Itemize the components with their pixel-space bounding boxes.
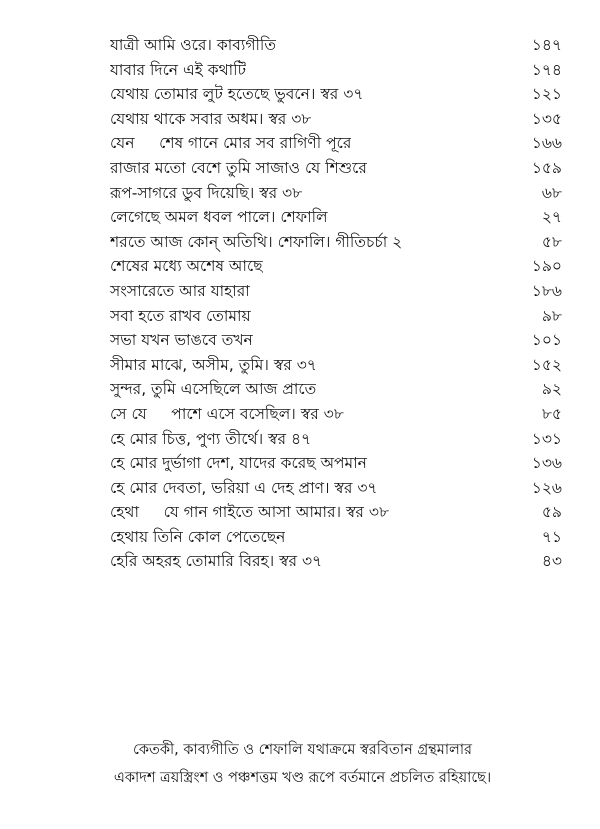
index-entry <box>110 500 562 525</box>
entry-page-number: ৮৫ <box>541 404 562 423</box>
entry-page-number: ১৩৫ <box>531 109 562 128</box>
entry-page-number: ৫৮ <box>541 232 562 251</box>
entry-title: লেগেছে অমল ধবল পালে। শেফালি <box>110 208 328 227</box>
entry-title: হে মোর চিত্ত, পুণ্য তীর্থে। স্বর ৪৭ <box>110 429 312 448</box>
entry-page-number: ১৫২ <box>531 355 562 374</box>
index-entry <box>110 131 562 156</box>
index-entry <box>110 205 562 230</box>
entry-title: শরতে আজ কোন্ অতিথি। শেফালি। গীতিচর্চা ২ <box>110 232 403 251</box>
entry-title: শেষের মধ্যে অশেষ আছে <box>110 257 263 276</box>
entry-page-number: ১৬৬ <box>531 134 562 153</box>
index-list <box>110 33 562 574</box>
entry-title: যেথায় থাকে সবার অধম। স্বর ৩৮ <box>110 109 312 128</box>
entry-page-number: ৪৩ <box>541 552 562 571</box>
index-entry <box>110 304 562 329</box>
entry-page-number: ৫৯ <box>541 503 562 522</box>
entry-title: রাজার মতো বেশে তুমি সাজাও যে শিশুরে <box>110 158 367 177</box>
index-entry <box>110 549 562 574</box>
footnote <box>30 736 575 792</box>
entry-page-number: ১৪৭ <box>531 36 562 54</box>
index-entry <box>110 476 562 501</box>
index-entry <box>110 279 562 304</box>
entry-title: সবা হতে রাখব তোমায় <box>110 306 251 325</box>
footnote-line-2: একাদশ ত্রয়স্ত্রিংশ ও পঞ্চশত্তম খণ্ড রূপে বর্তমানে প্রচলিত রহিয়াছে। <box>113 770 492 786</box>
index-entry <box>110 181 562 206</box>
entry-title: সভা যখন ভাঙবে তখন <box>110 331 253 350</box>
entry-page-number: ১৭৪ <box>531 60 562 79</box>
entry-title: যেন শেষ গানে মোর সব রাগিণী পূরে <box>110 134 352 153</box>
entry-page-number: ১৮৬ <box>531 281 562 300</box>
entry-page-number: ৭১ <box>541 527 562 546</box>
entry-page-number: ১৩১ <box>531 429 562 448</box>
index-entry <box>110 82 562 107</box>
index-entry <box>110 377 562 402</box>
entry-title: হেরি অহরহ তোমারি বিরহ। স্বর ৩৭ <box>110 552 323 571</box>
entry-page-number: ৬৮ <box>541 183 562 202</box>
footnote-line-1: কেতকী, কাব্যগীতি ও শেফালি যথাক্রমে স্বরবিতান গ্রন্থমালার <box>132 742 473 758</box>
entry-page-number: ১২৬ <box>531 478 562 497</box>
entry-title: যাত্রী আমি ওরে। কাব্যগীতি <box>110 36 276 54</box>
entry-page-number: ১৫৯ <box>531 158 562 177</box>
entry-page-number: ৯২ <box>541 380 562 399</box>
entry-title: যেথায় তোমার লুট হতেছে ভুবনে। স্বর ৩৭ <box>110 85 364 104</box>
entry-title: সুন্দর, তুমি এসেছিলে আজ প্রাতে <box>110 380 317 399</box>
entry-page-number: ১০১ <box>531 331 562 350</box>
index-entry <box>110 254 562 279</box>
index-entry <box>110 58 562 83</box>
entry-page-number: ১৯০ <box>531 257 562 276</box>
index-entry <box>110 353 562 378</box>
entry-title: যাবার দিনে এই কথাটি <box>110 60 247 79</box>
entry-page-number: ১৩৬ <box>531 454 562 473</box>
index-entry <box>110 427 562 452</box>
entry-title: সীমার মাঝে, অসীম, তুমি। স্বর ৩৭ <box>110 355 317 374</box>
index-entry <box>110 402 562 427</box>
entry-title: রূপ-সাগরে ডুব দিয়েছি। স্বর ৩৮ <box>110 183 303 202</box>
entry-title: সংসারেতে আর যাহারা <box>110 281 250 300</box>
index-entry <box>110 525 562 550</box>
entry-title: হেথা যে গান গাইতে আসা আমার। স্বর ৩৮ <box>110 503 390 522</box>
index-entry <box>110 451 562 476</box>
entry-title: সে যে পাশে এসে বসেছিল। স্বর ৩৮ <box>110 404 344 423</box>
index-entry <box>110 107 562 132</box>
entry-title: হে মোর দুর্ভাগা দেশ, যাদের করেছ অপমান <box>110 454 367 473</box>
index-entry <box>110 328 562 353</box>
index-entry <box>110 156 562 181</box>
entry-title: হে মোর দেবতা, ভরিয়া এ দেহ প্রাণ। স্বর ৩৭ <box>110 478 378 497</box>
entry-page-number: ৯৮ <box>541 306 562 325</box>
index-entry <box>110 33 562 58</box>
entry-page-number: ১২১ <box>531 85 562 104</box>
index-entry <box>110 230 562 255</box>
entry-title: হেথায় তিনি কোল পেতেছেন <box>110 527 286 546</box>
entry-page-number: ২৭ <box>541 208 562 227</box>
